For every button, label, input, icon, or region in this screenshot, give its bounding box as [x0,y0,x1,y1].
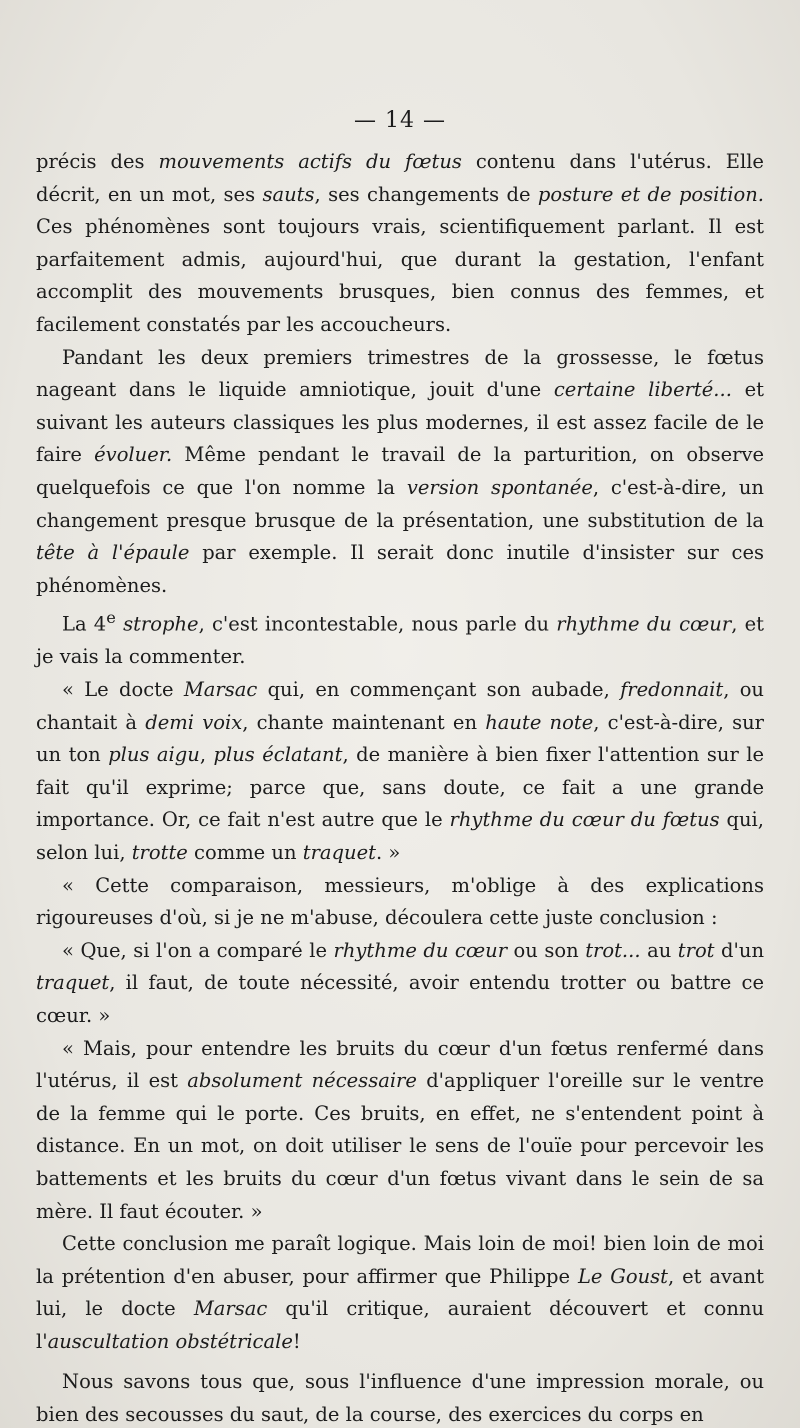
italic-phrase: Marsac [193,1297,268,1321]
italic-phrase: rhythme du cœur du fœtus [449,808,720,832]
italic-phrase: tête à l'épaule [36,541,190,565]
text-run: qu'il critique, auraient découvert et connu l' [36,1297,765,1353]
text-run [116,613,123,636]
text-run: , et avant lui, le docte [36,1264,764,1321]
paragraph-9 [36,1366,764,1428]
italic-phrase: trot... [585,938,641,962]
text-run: , c'est-à-dire, un changement presque brusque de la présentation, une substitution de la [36,475,764,532]
text-run: Même pendant le travail de la parturition, on observe quelquefois ce que l'on nomme la [36,443,764,499]
paragraph-8 [36,1228,764,1358]
italic-phrase: mouvements actifs du fœtus [158,150,462,173]
text-run: par exemple. Il serait donc inutile d'insister sur ces phénomènes. [36,541,764,597]
paragraph-2 [36,342,764,603]
text-run: Pandant les deux premiers trimestres de la grossesse, le fœtus nageant dans le liquide amniotique, jouit d'une [36,345,764,402]
text-run: , [199,743,214,767]
text-run: « Que, si l'on a comparé le [62,938,334,962]
text-run: Cette conclusion me paraît logique. Mais loin de moi! bien loin de moi la prétention d'en abuser, pour affirmer que Philippe [36,1232,764,1288]
italic-phrase: certaine liberté... [553,378,732,402]
paragraph-7 [36,1033,764,1229]
italic-phrase: rhythme du cœur [556,612,732,636]
text-run: d'appliquer l'oreille sur le ventre de la femme qui le porte. Ces bruits, en effet, ne s'entendent point à distance. En un mot, on doit utiliser le sens de l'ouïe pour percevoir les battements et les bruits du cœur d'un fœtus vivant dans le sein de sa mère. Il faut écouter. » [36,1069,765,1223]
italic-phrase: trotte [131,840,188,864]
text-run: contenu dans l'utérus. Elle décrit, en un mot, ses [36,150,764,206]
text-run: Nous savons tous que, sous l'influence d'une impression morale, ou bien des secousses du saut, de la course, des exercices du corps en [36,1370,764,1427]
text-run: comme un [187,840,303,864]
text-run: La 4 [62,612,107,636]
body-text [36,146,764,1428]
italic-phrase: plus éclatant [213,743,343,767]
italic-phrase: auscultation obstétricale [47,1329,293,1353]
italic-phrase: plus aigu [108,743,200,767]
paragraph-6 [36,935,764,1033]
italic-phrase: version spontanée [406,475,593,499]
text-run: « Le docte [62,678,184,701]
italic-phrase: traquet [36,971,110,995]
text-run: , et je vais la commenter. [36,612,764,669]
text-run: Ces phénomènes sont toujours vrais, scientifiquement parlant. Il est parfaitement admis, aujourd'hui, que durant la gestation, l'enfant accomplit des mouvements brusques, bien connus des femmes, et facilement constatés par les accoucheurs. [36,215,764,336]
italic-phrase: absolument nécessaire [187,1069,417,1093]
superscript: e [106,608,116,628]
text-run: , c'est incontestable, nous parle du [198,612,557,636]
paragraph-5 [36,870,764,935]
text-run: , c'est-à-dire, sur un ton [36,710,764,767]
paragraph-1 [36,146,764,342]
text-run: « Cette comparaison, messieurs, m'oblige à des explications rigoureuses d'où, si je ne m'abuse, découlera cette juste conclusion : [36,873,764,930]
italic-phrase: Le Goust [577,1264,669,1288]
italic-phrase: sauts [262,182,315,206]
paragraph-3 [36,602,764,674]
italic-phrase: strophe [123,612,199,636]
text-run: ou son [507,938,586,962]
text-run: , ou chantait à [36,678,764,734]
text-run: qui, en commençant son aubade, [257,678,621,701]
text-run: et suivant les auteurs classiques les plus modernes, il est assez facile de le faire [36,378,764,467]
text-run: , il faut, de toute nécessité, avoir entendu trotter ou battre ce cœur. » [36,971,764,1027]
italic-phrase: posture et de position. [537,182,764,206]
text-run: , de manière à bien fixer l'attention sur le fait qu'il exprime; parce que, sans doute, ce fait a une grande importance. Or, ce fait n'est autre que le [36,743,765,832]
text-run: , ses changements de [314,182,538,206]
text-run: qui, selon lui, [36,808,764,864]
paragraph-4 [36,674,764,870]
italic-phrase: traquet [302,840,376,864]
text-run: . » [375,840,401,864]
text-run: au [640,938,678,962]
text-run: précis des [36,150,159,173]
text-run: ! [292,1329,301,1353]
page-number: — 14 — [354,108,446,133]
italic-phrase: demi voix [145,710,243,734]
italic-phrase: évoluer. [94,443,173,467]
text-run: , chante maintenant en [242,710,486,734]
text-run: « Mais, pour entendre les bruits du cœur d'un fœtus renfermé dans l'utérus, il est [36,1036,764,1093]
italic-phrase: Marsac [183,678,258,701]
italic-phrase: haute note [485,710,594,734]
italic-phrase: fredonnait [620,678,724,701]
italic-phrase: trot [677,938,715,962]
text-run: d'un [714,938,764,962]
italic-phrase: rhythme du cœur [333,938,508,962]
